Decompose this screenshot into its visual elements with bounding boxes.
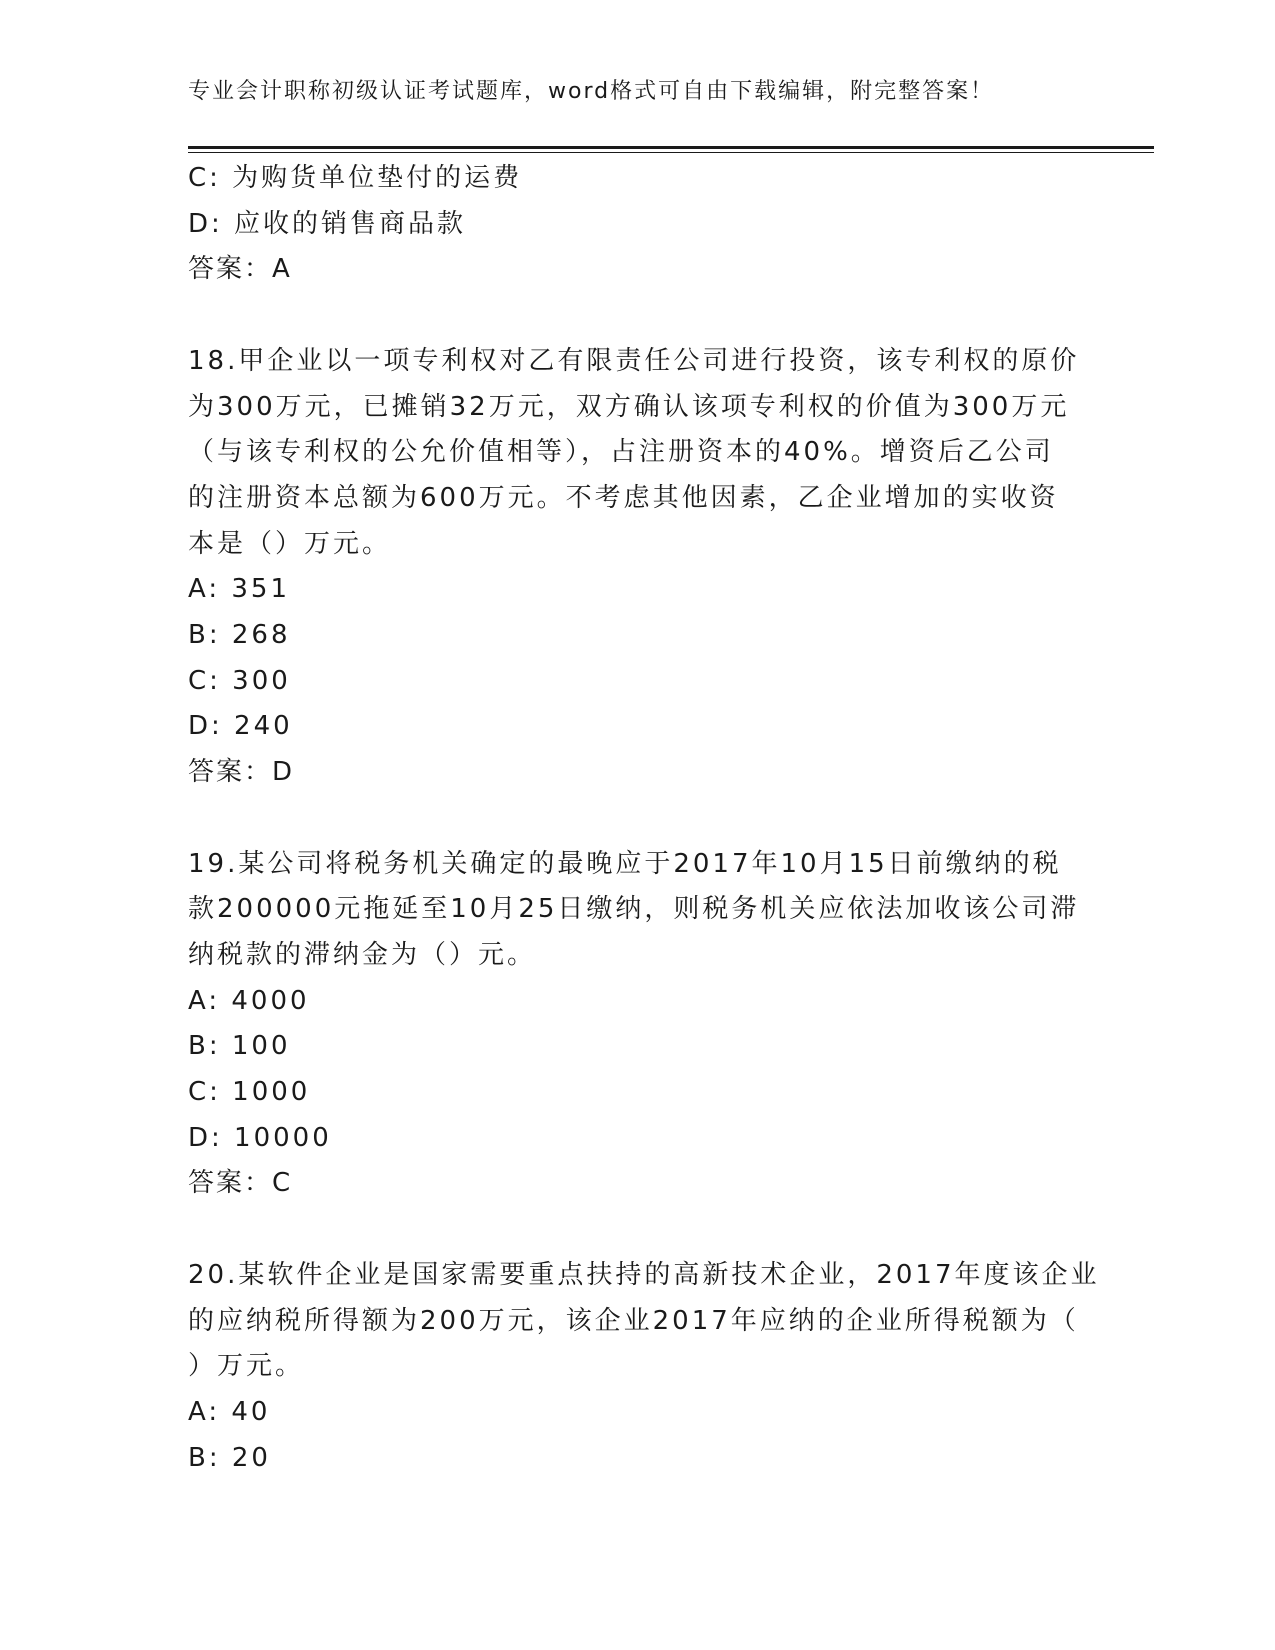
option-d: D: 240 — [188, 711, 293, 742]
option-a: A: 351 — [188, 574, 290, 605]
option-c: C: 为购货单位垫付的运费 — [188, 163, 523, 193]
question-text-line: 的注册资本总额为600万元。不考虑其他因素，乙企业增加的实收资 — [188, 482, 1059, 513]
document-body — [188, 156, 1100, 1481]
option-b: B: 20 — [188, 1442, 271, 1473]
answer: 答案：A — [188, 254, 292, 285]
question-20 — [188, 1253, 1100, 1482]
answer: 答案：C — [188, 1168, 293, 1199]
previous-question — [188, 156, 1088, 293]
question-text-line: 的应纳税所得额为200万元，该企业2017年应纳的企业所得税额为（ — [188, 1305, 1079, 1336]
question-text-line: 19.某公司将税务机关确定的最晚应于2017年10月15日前缴纳的税 — [188, 848, 1062, 879]
option-b: B: 100 — [188, 1031, 291, 1062]
question-text-line: 本是（）万元。 — [188, 528, 392, 559]
option-d: D: 10000 — [188, 1122, 332, 1153]
question-18 — [188, 339, 1088, 796]
header-rule-thin — [188, 152, 1154, 153]
question-text-line: （与该专利权的公允价值相等），占注册资本的40%。增资后乙公司 — [188, 437, 1054, 468]
page-header: 专业会计职称初级认证考试题库，word格式可自由下载编辑，附完整答案！ — [188, 79, 995, 104]
option-a: A: 40 — [188, 1396, 271, 1427]
question-text-line: ）万元。 — [188, 1351, 305, 1382]
option-a: A: 4000 — [188, 985, 310, 1016]
answer: 答案：D — [188, 757, 295, 788]
question-19 — [188, 842, 1088, 1208]
option-d: D: 应收的销售商品款 — [188, 208, 467, 239]
question-text-line: 纳税款的滞纳金为（）元。 — [188, 939, 537, 970]
question-text-line: 为300万元，已摊销32万元，双方确认该项专利权的价值为300万元 — [188, 391, 1070, 422]
question-text-line: 款200000元拖延至10月25日缴纳，则税务机关应依法加收该公司滞 — [188, 894, 1080, 925]
header-rule-thick — [188, 146, 1154, 149]
option-c: C: 1000 — [188, 1077, 311, 1108]
option-b: B: 268 — [188, 620, 291, 651]
question-text-line: 20.某软件企业是国家需要重点扶持的高新技术企业，2017年度该企业 — [188, 1259, 1100, 1290]
question-text-line: 18.甲企业以一项专利权对乙有限责任公司进行投资，该专利权的原价 — [188, 345, 1080, 376]
option-c: C: 300 — [188, 665, 291, 696]
